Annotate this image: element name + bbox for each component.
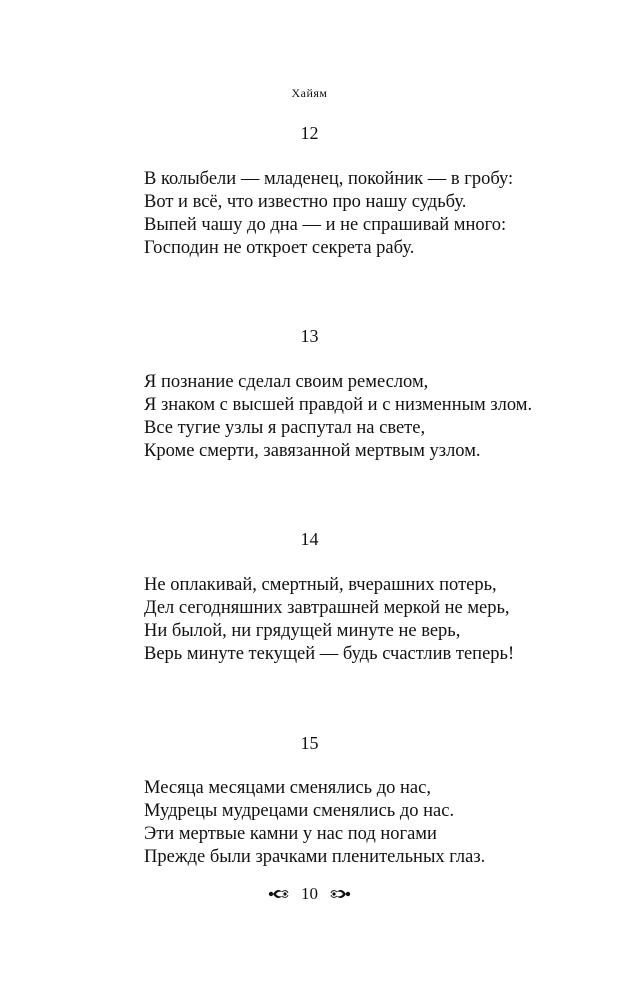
stanza [144, 574, 514, 666]
page-footer [0, 881, 619, 906]
floral-ornament-icon [330, 887, 352, 901]
stanza [144, 777, 485, 869]
poem-13 [0, 325, 619, 347]
verse-line: Кроме смерти, завязанной мертвым узлом. [144, 441, 481, 461]
verse-line: Вот и всё, что известно про нашу судьбу. [144, 192, 467, 212]
verse-line: Все тугие узлы я распутал на свете, [144, 418, 426, 438]
poem-number: 12 [300, 123, 319, 143]
verse-line: Месяца месяцами сменялись до нас, [144, 778, 431, 798]
verse-line: Ни былой, ни грядущей минуте не верь, [144, 621, 461, 641]
verse-line: Выпей чашу до дна — и не спрашивай много: [144, 215, 507, 235]
verse-line: Эти мертвые камни у нас под ногами [144, 824, 437, 844]
poem-number: 15 [300, 733, 319, 753]
poem-number: 13 [300, 326, 319, 346]
verse-line: Верь минуте текущей — будь счастлив теперь! [144, 644, 515, 664]
poem-15 [0, 732, 619, 754]
poem-14 [0, 528, 619, 550]
running-head: Хайям [291, 86, 328, 100]
poem-12 [0, 122, 619, 144]
floral-ornament-icon [267, 887, 289, 901]
verse-line: Я познание сделал своим ремеслом, [144, 372, 429, 392]
poem-number: 14 [300, 529, 319, 549]
page-number: 10 [301, 884, 318, 904]
verse-line: Господин не откроет секрета рабу. [144, 238, 415, 258]
verse-line: Я знаком с высшей правдой и с низменным злом. [144, 395, 533, 415]
stanza [144, 168, 513, 260]
verse-line: Дел сегодняшних завтрашней меркой не мерь, [144, 598, 510, 618]
verse-line: Прежде были зрачками пленительных глаз. [144, 847, 486, 867]
verse-line: Не оплакивай, смертный, вчерашних потерь, [144, 575, 497, 595]
verse-line: Мудрецы мудрецами сменялись до нас. [144, 801, 455, 821]
stanza [144, 371, 532, 463]
verse-line: В колыбели — младенец, покойник — в гробу: [144, 169, 514, 189]
